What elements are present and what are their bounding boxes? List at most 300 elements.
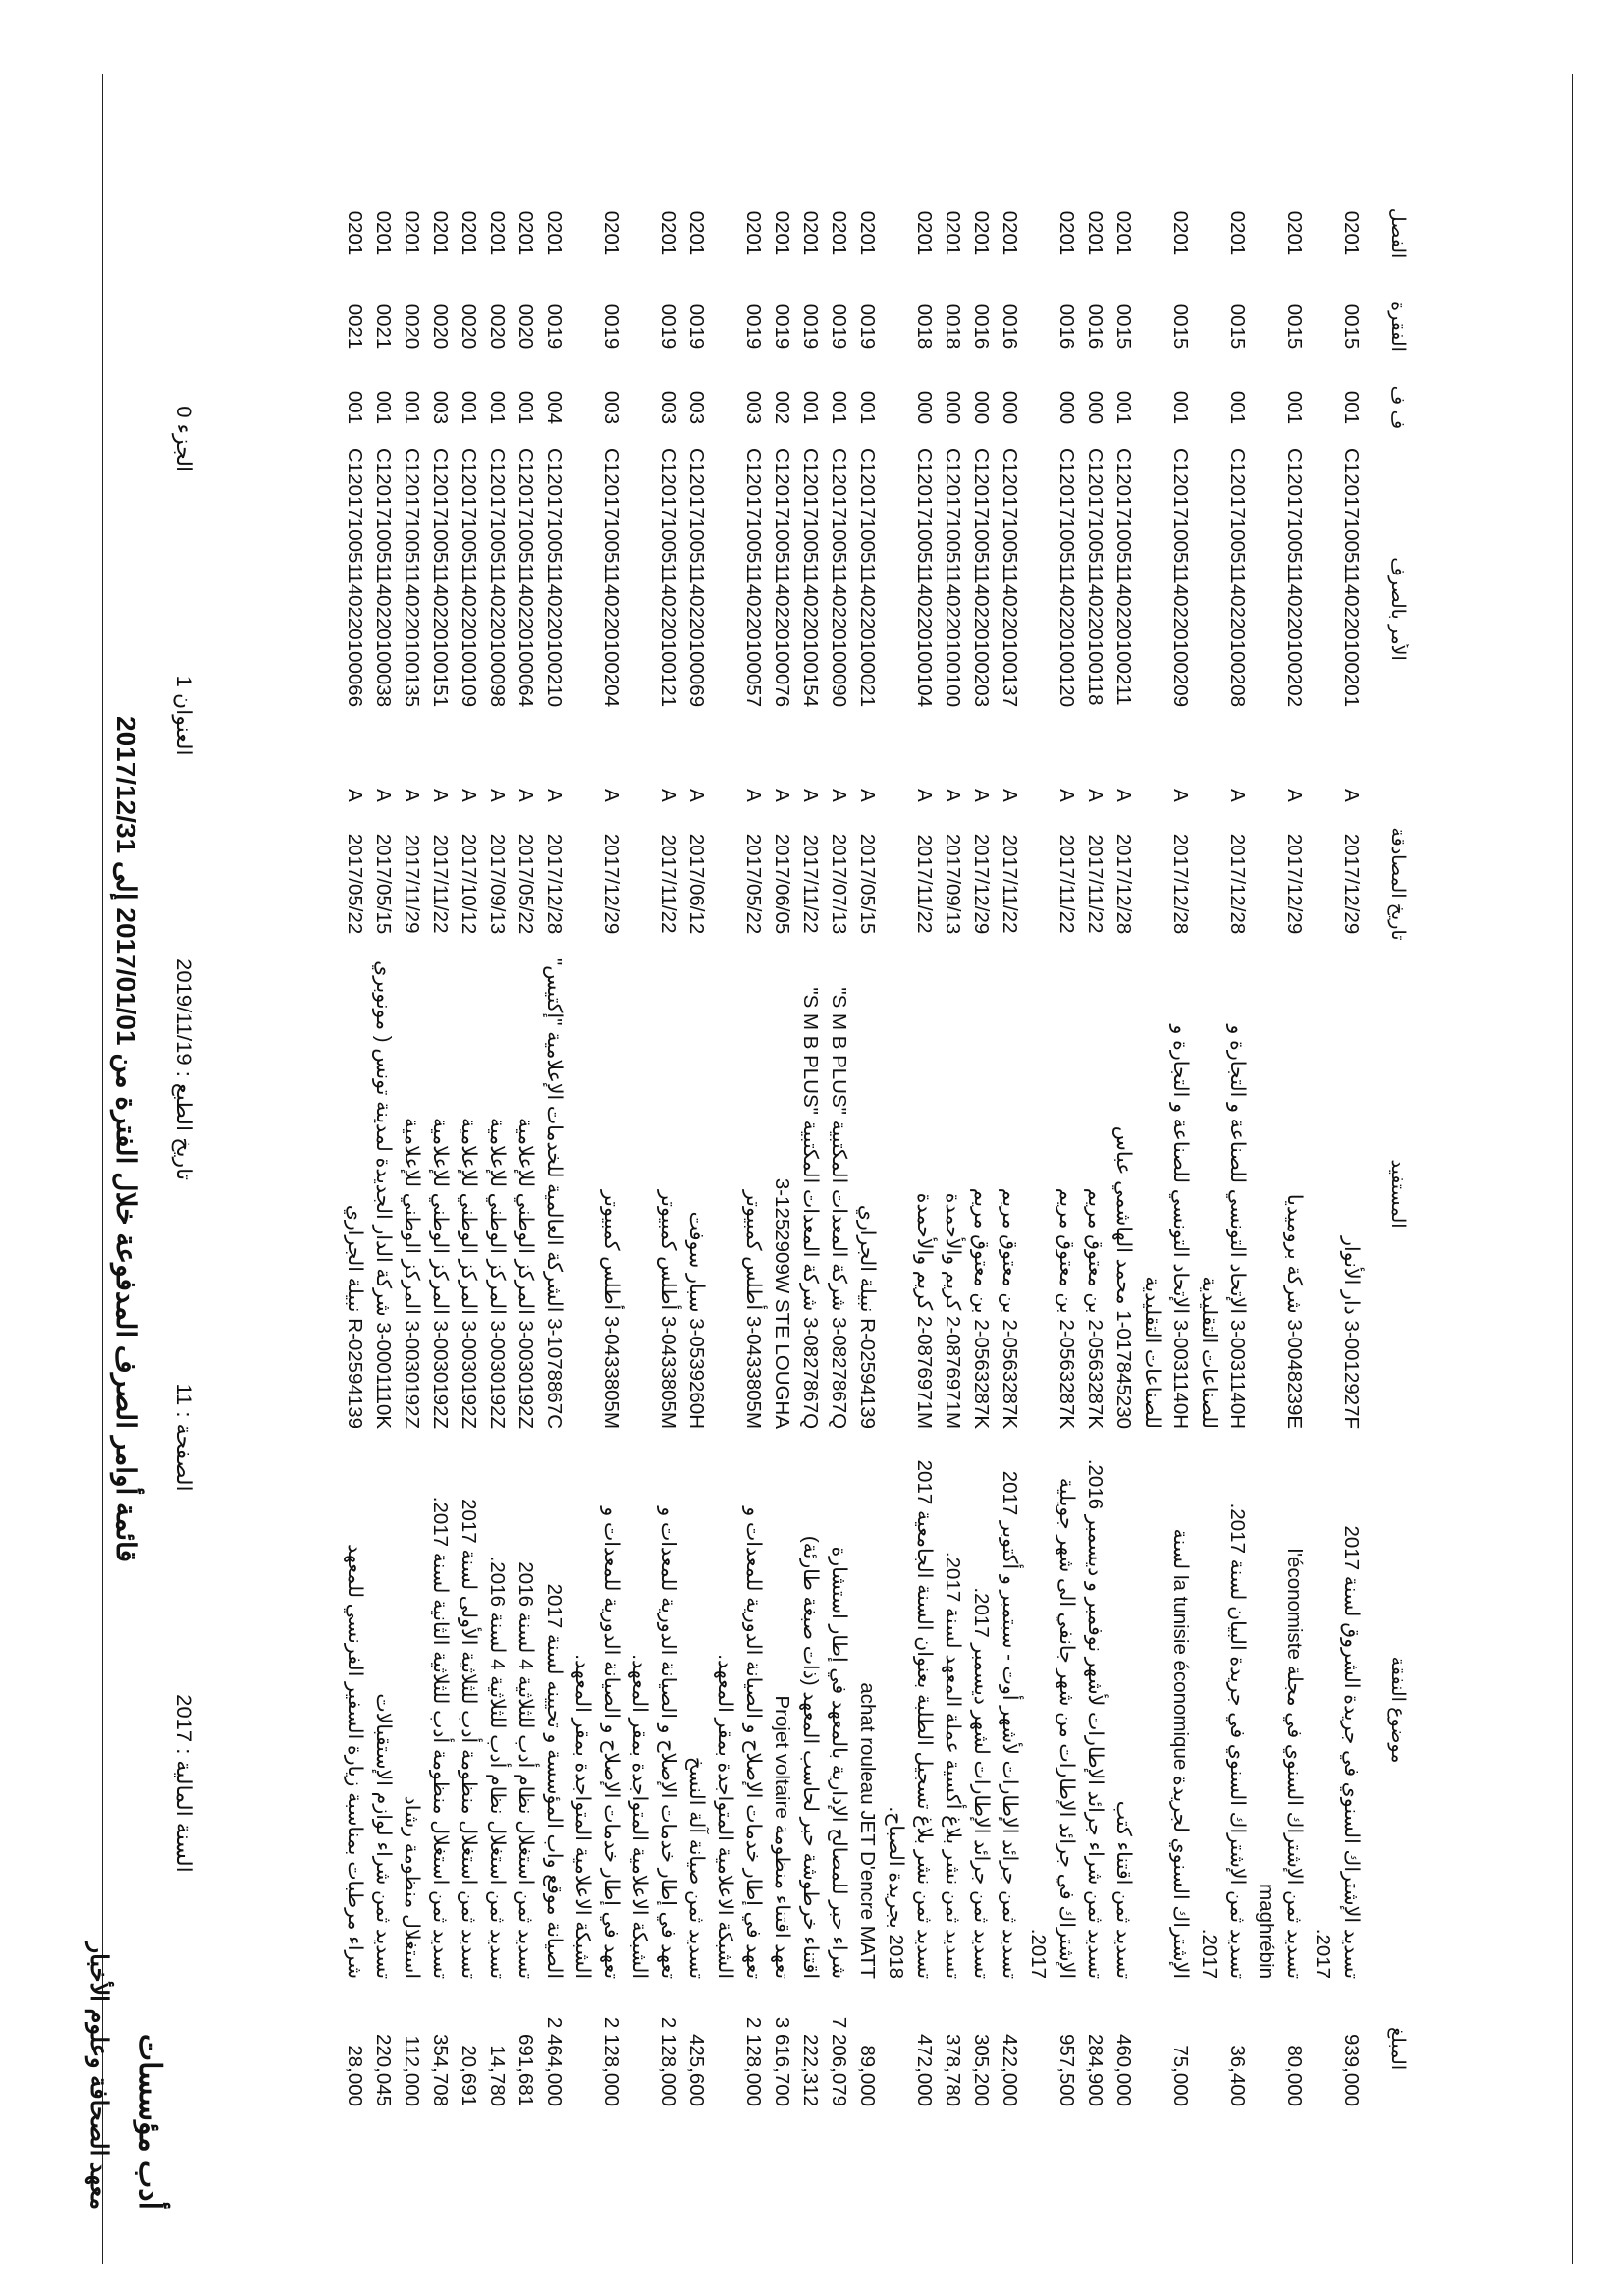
table-row xyxy=(455,187,483,2112)
cell-paragraph: 0015 xyxy=(1169,303,1192,350)
cell-approval-date: 2017/11/22 xyxy=(999,834,1021,934)
cell-status: A xyxy=(856,789,879,802)
cell-chapter: 0201 xyxy=(913,210,936,256)
cell-paragraph: 0015 xyxy=(1283,303,1306,350)
cell-subparagraph: 003 xyxy=(600,390,623,425)
beneficiary-line: 3-0031140H الإتحاد التونسي للصناعة و التجارة و xyxy=(1169,1024,1192,1430)
table-row xyxy=(1138,187,1195,2112)
cell-amount: 2 464,000 xyxy=(543,2016,566,2107)
cell-subject xyxy=(796,1435,825,1985)
cell-beneficiary xyxy=(426,953,455,1435)
cell-chapter: 0201 xyxy=(401,210,423,256)
cell-paragraph: 0021 xyxy=(344,303,366,350)
cell-status: A xyxy=(913,789,936,802)
cell-subparagraph: 001 xyxy=(1112,390,1135,425)
cell-subject xyxy=(568,1435,625,1985)
cell-chapter: 0201 xyxy=(742,210,765,256)
cell-subject xyxy=(967,1435,996,1985)
table-row xyxy=(825,187,853,2112)
cell-subparagraph: 001 xyxy=(344,390,366,425)
subject-line: تسديد ثمن نشر بلاغ أكسية عملة المعهد لسنة 2017. xyxy=(942,1551,964,1980)
table-row xyxy=(426,187,455,2112)
cell-paragraph: 0019 xyxy=(856,303,879,350)
cell-approval-date: 2017/09/13 xyxy=(486,833,509,935)
cell-status: A xyxy=(486,789,509,802)
cell-beneficiary xyxy=(455,953,483,1435)
table-row xyxy=(625,187,682,2112)
cell-order: C1201710051140220100100 xyxy=(942,448,964,708)
cell-order: C1201710051140220100098 xyxy=(486,448,509,708)
cell-approval-date: 2017/12/29 xyxy=(970,833,993,935)
cell-order: C1201710051140220100202 xyxy=(1283,448,1306,708)
cell-subparagraph: 001 xyxy=(401,390,423,425)
cell-amount: 2 128,000 xyxy=(742,2016,765,2107)
table-row xyxy=(369,187,398,2112)
cell-amount: 28,000 xyxy=(344,2045,366,2107)
table-row xyxy=(1110,187,1138,2112)
beneficiary-line: 3-0030192Z المركز الوطني للإعلامية xyxy=(486,1118,509,1430)
cell-chapter: 0201 xyxy=(344,210,366,256)
cell-paragraph: 0015 xyxy=(1112,303,1135,350)
cell-approval-date: 2017/12/29 xyxy=(1340,833,1363,935)
cell-status: A xyxy=(458,789,480,802)
cell-subparagraph: 000 xyxy=(942,390,964,425)
cell-order: C1201710051140220100090 xyxy=(828,448,850,708)
bottom-rule xyxy=(102,74,103,2264)
subject-line: تسديد ثمن شراء لوازم الإستقبالات xyxy=(372,1693,395,1980)
beneficiary-line: 3-0433805M أطلس كمبيوتر xyxy=(600,1190,623,1430)
cell-chapter: 0201 xyxy=(1084,210,1107,256)
cell-amount: 691,681 xyxy=(514,2033,537,2107)
subject-line: تسديد ثمن شراء جرائد الإطارات لأشهر نوفمبر و ديسمبر 2016. xyxy=(1084,1458,1107,1980)
table-row xyxy=(682,187,711,2112)
col-status xyxy=(1366,776,1409,815)
subject-line: تسديد ثمن استغلال منظومة أدب للثلاثية الأولى لسنة 2017 xyxy=(458,1499,480,1980)
cell-amount: 305,200 xyxy=(970,2033,993,2107)
cell-order: C1201710051140220100209 xyxy=(1169,448,1192,708)
cell-subparagraph: 000 xyxy=(970,390,993,425)
cell-chapter: 0201 xyxy=(685,210,708,256)
subject-line: تسديد الإشتراك السنوي في جريدة الشروق لسنة 2017 xyxy=(1340,1525,1363,1980)
beneficiary-line: 3-0030192Z المركز الوطني للإعلامية xyxy=(514,1118,537,1430)
cell-paragraph: 0019 xyxy=(828,303,850,350)
cell-status: A xyxy=(372,789,395,802)
cell-chapter: 0201 xyxy=(657,210,679,256)
cell-subparagraph: 003 xyxy=(742,390,765,425)
cell-status: A xyxy=(657,789,679,802)
cell-amount: 460,000 xyxy=(1112,2033,1135,2107)
cell-subject xyxy=(825,1435,853,1985)
cell-status: A xyxy=(344,789,366,802)
table-row xyxy=(853,187,882,2112)
cell-order: C1201710051140220100066 xyxy=(344,448,366,708)
cell-subparagraph: 001 xyxy=(828,390,850,425)
cell-beneficiary xyxy=(967,953,996,1435)
cell-beneficiary xyxy=(768,953,796,1435)
col-subparagraph: ف ف xyxy=(1387,385,1408,430)
cell-chapter: 0201 xyxy=(514,210,537,256)
beneficiary-line: 3-0030192Z المركز الوطني للإعلامية xyxy=(458,1118,480,1430)
cell-amount: 112,000 xyxy=(401,2035,423,2107)
cell-approval-date: 2017/11/22 xyxy=(1084,834,1107,934)
cell-chapter: 0201 xyxy=(1169,210,1192,256)
beneficiary-line: 3-0539260H سبار سوفت xyxy=(685,1211,708,1430)
cell-approval-date: 2017/07/13 xyxy=(828,833,850,935)
beneficiary-line: 2-0563287K بن معتوق مريم xyxy=(1056,1187,1078,1430)
cell-chapter: 0201 xyxy=(1226,210,1249,256)
beneficiary-line: 1-017845230 محمد الهاشمي عباس xyxy=(1112,1125,1135,1430)
institution-line1: أدب مؤسسات xyxy=(134,2033,166,2210)
cell-chapter: 0201 xyxy=(942,210,964,256)
cell-approval-date: 2017/11/22 xyxy=(913,834,936,934)
cell-paragraph: 0020 xyxy=(429,303,452,350)
col-beneficiary: المستفيد xyxy=(1387,1159,1408,1229)
report-meta-line xyxy=(171,304,196,1974)
cell-amount: 20,691 xyxy=(458,2045,480,2107)
subject-line: achat rouleau JET D'encre MATT xyxy=(856,1682,879,1980)
cell-order: C1201710051140220100069 xyxy=(685,448,708,708)
subject-line: 2017. xyxy=(1198,1928,1220,1980)
cell-status: A xyxy=(1169,789,1192,802)
cell-amount: 80,000 xyxy=(1283,2045,1306,2107)
col-amount: المبلغ xyxy=(1387,2026,1408,2071)
cell-chapter: 0201 xyxy=(771,210,793,256)
cell-amount: 75,000 xyxy=(1169,2045,1192,2107)
table-row xyxy=(882,187,939,2112)
cell-subparagraph: 001 xyxy=(486,390,509,425)
page-number: الصفحة : 11 xyxy=(172,1383,196,1492)
subject-line: تسديد ثمن استغلال نظام أدب للثلاثية 4 لسنة 2016. xyxy=(486,1556,509,1980)
beneficiary-line: 3-0012927F دار الأنوار xyxy=(1340,1236,1363,1430)
subject-line: تعهد في إطار خدمات الإصلاح و الصيانة الدورية للمعدات و xyxy=(742,1506,765,1980)
cell-subparagraph: 004 xyxy=(543,390,566,425)
cell-paragraph: 0020 xyxy=(486,303,509,350)
cell-chapter: 0201 xyxy=(458,210,480,256)
cell-order: C1201710051140220100151 xyxy=(429,448,452,708)
cell-beneficiary xyxy=(512,953,540,1435)
subject-line: 2018 بجريدة الصباح. xyxy=(885,1806,907,1980)
cell-subject xyxy=(996,1435,1024,1985)
part: الجزء 0 xyxy=(172,406,196,473)
cell-approval-date: 2017/06/12 xyxy=(685,833,708,935)
table-row xyxy=(512,187,540,2112)
cell-beneficiary xyxy=(398,953,426,1435)
cell-approval-date: 2017/11/22 xyxy=(429,834,452,934)
cell-beneficiary xyxy=(1195,953,1252,1435)
cell-approval-date: 2017/11/22 xyxy=(1056,834,1078,934)
cell-chapter: 0201 xyxy=(799,210,822,256)
cell-subparagraph: 000 xyxy=(999,390,1021,425)
beneficiary-line: R-02594139 نبيلة الجراري xyxy=(344,1204,366,1430)
cell-amount: 14,780 xyxy=(486,2045,509,2107)
cell-status: A xyxy=(401,789,423,802)
cell-amount: 3 616,700 xyxy=(771,2016,793,2107)
period-to-label: إلى xyxy=(111,860,141,901)
cell-beneficiary xyxy=(853,953,882,1435)
beneficiary-line: للصناعات التقليدية xyxy=(1141,1276,1164,1430)
table-row xyxy=(1081,187,1110,2112)
cell-beneficiary xyxy=(1081,953,1110,1435)
subject-line: تسديد ثمن صيانة آلة النسخ xyxy=(685,1756,708,1980)
cell-paragraph: 0019 xyxy=(657,303,679,350)
institution-line2: معهد الصحافة وعلوم الأخبار xyxy=(85,1941,112,2210)
cell-approval-date: 2017/11/22 xyxy=(799,834,822,934)
cell-subparagraph: 000 xyxy=(1056,390,1078,425)
col-order: الأمر بالصرف xyxy=(1387,557,1408,661)
subject-line: تسديد ثمن جرائد الإطارات لشهر ديسمبر 2017. xyxy=(970,1587,993,1980)
cell-order: C1201710051140220100201 xyxy=(1340,448,1363,708)
beneficiary-line: 2-0563287K بن معتوق مريم xyxy=(999,1187,1021,1430)
cell-status: A xyxy=(1112,789,1135,802)
subject-line: تعهد في إطار خدمات الإصلاح و الصيانة الدورية للمعدات و xyxy=(600,1506,623,1980)
cell-paragraph: 0016 xyxy=(1056,303,1078,350)
cell-subject xyxy=(939,1435,967,1985)
beneficiary-line: 2-0563287K بن معتوق مريم xyxy=(1084,1187,1107,1430)
cell-approval-date: 2017/06/05 xyxy=(771,833,793,935)
cell-approval-date: 2017/12/28 xyxy=(1226,833,1249,935)
cell-subject xyxy=(341,1435,369,1985)
subject-line: maghrébin xyxy=(1255,1884,1277,1980)
cell-subparagraph: 001 xyxy=(1283,390,1306,425)
cell-paragraph: 0019 xyxy=(799,303,822,350)
cell-subject xyxy=(426,1435,455,1985)
beneficiary-line: 3-0433805M أطلس كمبيوتر xyxy=(657,1190,679,1430)
cell-paragraph: 0019 xyxy=(543,303,566,350)
beneficiary-line: 2-0876971M كريم والأحمدة xyxy=(942,1192,964,1430)
subject-line: تعهد اقتناء منظومة Projet voltaire xyxy=(771,1695,793,1980)
cell-order: C1201710051140220100109 xyxy=(458,448,480,708)
cell-chapter: 0201 xyxy=(1056,210,1078,256)
beneficiary-line: 3-1078867C الشركة العالمية للخدمات الإعلامية "إكتيس" xyxy=(543,958,566,1430)
cell-status: A xyxy=(799,789,822,802)
cell-paragraph: 0020 xyxy=(401,303,423,350)
cell-approval-date: 2017/11/22 xyxy=(657,834,679,934)
cell-subject xyxy=(711,1435,768,1985)
cell-paragraph: 0019 xyxy=(600,303,623,350)
cell-subject xyxy=(682,1435,711,1985)
cell-status: A xyxy=(1056,789,1078,802)
cell-amount: 36,400 xyxy=(1226,2045,1249,2107)
cell-beneficiary xyxy=(996,953,1024,1435)
subject-line: الشبكة الاعلامية المتواجدة بمقر المعهد. xyxy=(571,1654,594,1980)
cell-approval-date: 2017/05/15 xyxy=(856,833,879,935)
cell-amount: 222,312 xyxy=(799,2033,822,2107)
cell-paragraph: 0019 xyxy=(742,303,765,350)
period-from: 2017/01/01 xyxy=(111,907,141,1046)
cell-subparagraph: 001 xyxy=(372,390,395,425)
subject-line: شراء مرطبات بمناسبة زيارة السفير الفرنسي للمعهد xyxy=(344,1544,366,1980)
table-row xyxy=(540,187,568,2112)
cell-status: A xyxy=(514,789,537,802)
table-row xyxy=(483,187,512,2112)
cell-paragraph: 0020 xyxy=(458,303,480,350)
cell-beneficiary xyxy=(540,953,568,1435)
table-row xyxy=(1195,187,1252,2112)
cell-beneficiary xyxy=(1110,953,1138,1435)
cell-subject xyxy=(540,1435,568,1985)
cell-status: A xyxy=(685,789,708,802)
cell-amount: 220,045 xyxy=(372,2033,395,2107)
subject-line: استغلال منظومة رشاد xyxy=(401,1795,423,1980)
col-approval-date: تاريخ المصادقة xyxy=(1387,827,1408,941)
cell-chapter: 0201 xyxy=(1283,210,1306,256)
subject-line: تسديد ثمن استغلال نظام أدب للثلاثية 4 لسنة 2016 xyxy=(514,1561,537,1980)
cell-status: A xyxy=(828,789,850,802)
cell-subparagraph: 001 xyxy=(1340,390,1363,425)
cell-chapter: 0201 xyxy=(828,210,850,256)
cell-approval-date: 2017/12/29 xyxy=(1283,833,1306,935)
cell-subject xyxy=(369,1435,398,1985)
cell-subparagraph: 000 xyxy=(1084,390,1107,425)
cell-approval-date: 2017/05/22 xyxy=(514,833,537,935)
section: العنوان 1 xyxy=(172,675,196,756)
cell-chapter: 0201 xyxy=(600,210,623,256)
table-row xyxy=(711,187,768,2112)
cell-beneficiary xyxy=(369,953,398,1435)
beneficiary-line: 3-1252909W STE LOUGHA xyxy=(771,1177,793,1430)
subject-line: تسديد ثمن الإشتراك السنوي في جريدة البيان لسنة 2017. xyxy=(1226,1503,1249,1980)
cell-paragraph: 0016 xyxy=(999,303,1021,350)
table-row xyxy=(939,187,967,2112)
cell-beneficiary xyxy=(625,953,682,1435)
cell-subject xyxy=(1110,1435,1138,1985)
payment-orders-table xyxy=(341,187,1409,2112)
subject-line: تسديد ثمن استغلال منظومة أدب للثلاثية الثانية لسنة 2017. xyxy=(429,1496,452,1980)
cell-paragraph: 0016 xyxy=(970,303,993,350)
subject-line: الصيانة موقع واب المؤسسة و تحيينه لسنة 2017 xyxy=(543,1583,566,1980)
cell-subparagraph: 003 xyxy=(657,390,679,425)
cell-order: C1201710051140220100057 xyxy=(742,448,765,708)
cell-chapter: 0201 xyxy=(970,210,993,256)
subject-line: 2017. xyxy=(1312,1928,1334,1980)
cell-approval-date: 2017/10/12 xyxy=(458,833,480,935)
table-row xyxy=(768,187,796,2112)
cell-subject xyxy=(455,1435,483,1985)
cell-order: C1201710051140220100154 xyxy=(799,448,822,708)
subject-line: الشبكة الاعلامية المتواجدة بمقر المعهد. xyxy=(714,1654,736,1980)
subject-line: الإشتراك في جرائد الإطارات من شهر جانفي الى شهر جويلية xyxy=(1056,1477,1078,1980)
cell-amount: 89,000 xyxy=(856,2045,879,2107)
cell-amount: 472,000 xyxy=(913,2033,936,2107)
cell-approval-date: 2017/12/28 xyxy=(543,833,566,935)
cell-amount: 422,000 xyxy=(999,2033,1021,2107)
cell-subparagraph: 001 xyxy=(799,390,822,425)
cell-status: A xyxy=(1340,789,1363,802)
cell-subject xyxy=(1024,1435,1081,1985)
col-subject: موضوع النفقة xyxy=(1387,1656,1408,1764)
cell-approval-date: 2017/09/13 xyxy=(942,833,964,935)
cell-subparagraph: 003 xyxy=(685,390,708,425)
cell-approval-date: 2017/11/29 xyxy=(401,834,423,934)
cell-subject xyxy=(1309,1435,1366,1985)
table-row xyxy=(1309,187,1366,2112)
cell-beneficiary xyxy=(825,953,853,1435)
cell-paragraph: 0019 xyxy=(685,303,708,350)
cell-paragraph: 0015 xyxy=(1340,303,1363,350)
cell-subparagraph: 000 xyxy=(913,390,936,425)
cell-subject xyxy=(1138,1435,1195,1985)
cell-approval-date: 2017/05/15 xyxy=(372,833,395,935)
beneficiary-line: 3-0827867Q شركة المعدات المكتبية "S M B PLUS" xyxy=(828,987,850,1430)
cell-order: C1201710051140220100121 xyxy=(657,448,679,708)
cell-approval-date: 2017/12/28 xyxy=(1169,833,1192,935)
cell-status: A xyxy=(742,789,765,802)
cell-chapter: 0201 xyxy=(999,210,1021,256)
cell-chapter: 0201 xyxy=(543,210,566,256)
cell-subparagraph: 003 xyxy=(429,390,452,425)
subject-line: تسديد ثمن جرائد الإطارات لأشهر أوت - سبتمبر و أكتوبر 2017 xyxy=(999,1470,1021,1980)
cell-order: C1201710051140220100120 xyxy=(1056,448,1078,708)
cell-paragraph: 0020 xyxy=(514,303,537,350)
cell-subject xyxy=(768,1435,796,1985)
cell-beneficiary xyxy=(1252,953,1309,1435)
cell-status: A xyxy=(942,789,964,802)
beneficiary-line: للصناعات التقليدية xyxy=(1198,1276,1220,1430)
top-rule xyxy=(1572,74,1573,2264)
cell-order: C1201710051140220100203 xyxy=(970,448,993,708)
cell-status: A xyxy=(1283,789,1306,802)
subject-line: الإشتراك السنوي لجريدة la tunisie économique لسنة xyxy=(1169,1528,1192,1980)
cell-status: A xyxy=(999,789,1021,802)
period-to: 2017/12/31 xyxy=(111,716,141,854)
cell-chapter: 0201 xyxy=(429,210,452,256)
beneficiary-line: 2-0563287K بن معتوق مريم xyxy=(970,1187,993,1430)
cell-status: A xyxy=(970,789,993,802)
subject-line: الشبكة الاعلامية المتواجدة بمقر المعهد. xyxy=(628,1654,651,1980)
table-row xyxy=(1024,187,1081,2112)
cell-subject xyxy=(853,1435,882,1985)
cell-order: C1201710051140220100021 xyxy=(856,448,879,708)
cell-status: A xyxy=(429,789,452,802)
cell-beneficiary xyxy=(682,953,711,1435)
cell-order: C1201710051140220100137 xyxy=(999,448,1021,708)
subject-line: تسديد ثمن نشر بلاغ تسجيل الطلبة بعنوان السنة الجامعية 2017 xyxy=(913,1459,936,1980)
cell-beneficiary xyxy=(939,953,967,1435)
cell-subject xyxy=(625,1435,682,1985)
cell-beneficiary xyxy=(1024,953,1081,1435)
cell-amount: 7 206,079 xyxy=(828,2016,850,2107)
cell-chapter: 0201 xyxy=(486,210,509,256)
table-row xyxy=(996,187,1024,2112)
subject-line: تعهد في إطار خدمات الإصلاح و الصيانة الدورية للمعدات و xyxy=(657,1506,679,1980)
subject-line: شراء حبر للمصالح الإدارية بالمعهد في إطار استشارة xyxy=(828,1546,850,1980)
beneficiary-line: 3-0827867Q شركة المعدات المكتبية "S M B PLUS" xyxy=(799,987,822,1430)
cell-paragraph: 0018 xyxy=(942,303,964,350)
cell-subparagraph: 001 xyxy=(458,390,480,425)
cell-order: C1201710051140220100135 xyxy=(401,448,423,708)
cell-amount: 284,900 xyxy=(1084,2033,1107,2107)
cell-paragraph: 0019 xyxy=(771,303,793,350)
cell-subject xyxy=(512,1435,540,1985)
cell-beneficiary xyxy=(568,953,625,1435)
cell-beneficiary xyxy=(711,953,768,1435)
cell-paragraph: 0016 xyxy=(1084,303,1107,350)
cell-subject xyxy=(398,1435,426,1985)
cell-beneficiary xyxy=(1138,953,1195,1435)
fiscal-year: السنة المالية : 2017 xyxy=(172,1694,196,1873)
cell-paragraph: 0015 xyxy=(1226,303,1249,350)
rotated-report-page xyxy=(49,10,1624,2269)
print-date: تاريخ الطبع : 2019/11/19 xyxy=(172,958,196,1181)
cell-approval-date: 2017/12/28 xyxy=(1112,833,1135,935)
beneficiary-line: 3-0030192Z المركز الوطني للإعلامية xyxy=(429,1118,452,1430)
table-row xyxy=(568,187,625,2112)
cell-order: C1201710051140220100118 xyxy=(1084,448,1107,706)
cell-paragraph: 0021 xyxy=(372,303,395,350)
col-chapter: الفصل xyxy=(1387,207,1408,259)
beneficiary-line: 3-0048239E شركة بروميديا xyxy=(1283,1193,1306,1430)
subject-line: تسديد ثمن الإشتراك السنوي في مجلة l'économiste xyxy=(1283,1548,1306,1980)
